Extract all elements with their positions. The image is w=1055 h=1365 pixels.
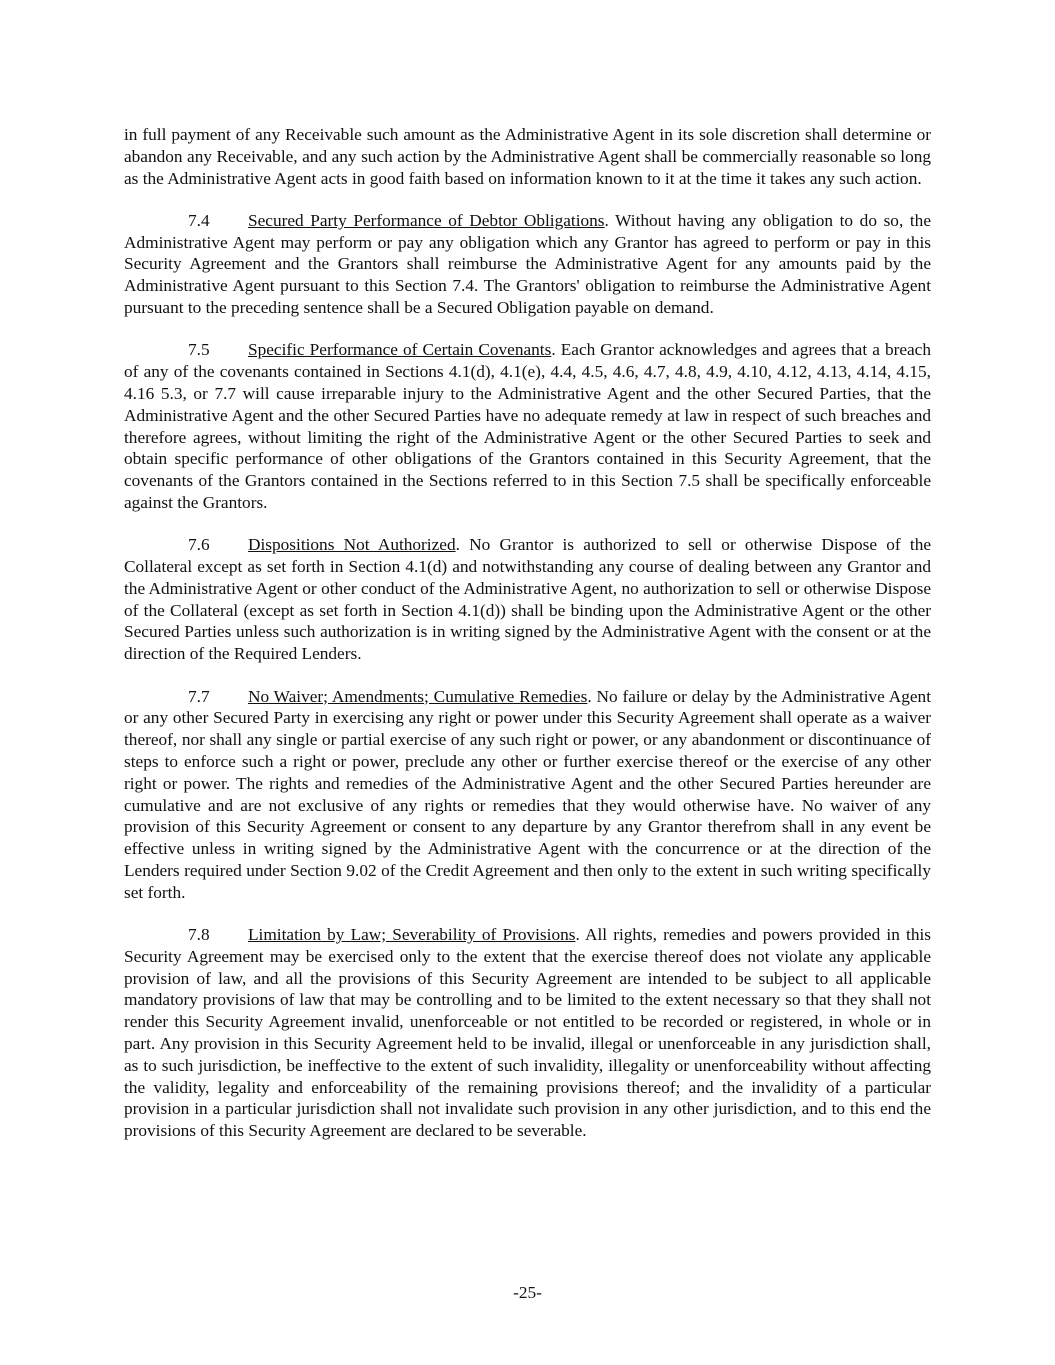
section-heading: Limitation by Law; Severability of Provisions [248,925,576,944]
section-heading: Dispositions Not Authorized [248,535,456,555]
section-body: . Without having any obligation to do so, the Administrative Agent may perform or pay any obligation which any Grantor has agreed to perform or pay in this Security Agreement and the Grantors shall reimburse the Administrative Agent for any amounts paid by the Administrative Agent pursuant to this Section 7.4. The Grantors' obligation to reimburse the Administrative Agent pursuant to the preceding sentence shall be a Secured Obligation payable on demand. [124,210,931,318]
page-number: -25- [513,1283,542,1302]
section-body: . No Grantor is authorized to sell or otherwise Dispose of the Collateral except as set forth in Section 4.1(d) and notwithstanding any course of dealing between any Grantor and the Administrative Agent or other conduct of the Administrative Agent, no authorization to sell or otherwise Dispose of the Collateral (except as set forth in Section 4.1(d)) shall be binding upon the Administrative Agent or the other Secured Parties unless such authorization is in writing signed by the Administrative Agent with the consent or at the direction of the Required Lenders. [124,535,932,664]
continuation-paragraph: in full payment of any Receivable such amount as the Administrative Agent in its sole discretion shall determine or abandon any Receivable, and any such action by the Administrative Agent shall be commercially reasonable so long as the Administrative Agent acts in good faith based on information known to it at the time it takes any such action. [124,125,931,188]
document-page [124,124,931,1162]
section-7-6 [124,534,931,665]
section-number: 7.4 [188,210,210,230]
section-number: 7.8 [188,925,210,944]
section-number: 7.5 [188,340,210,360]
section-body: . No failure or delay by the Administrative Agent or any other Secured Party in exercising any right or power under this Security Agreement shall operate as a waiver thereof, nor shall any single or partial exercise of any such right or power, or any abandonment or discontinuance of steps to enforce such a right or power, preclude any other or further exercise thereof or the exercise of any other right or power. The rights and remedies of the Administrative Agent and the other Secured Parties hereunder are cumulative and are not exclusive of any rights or remedies that they would otherwise have. No waiver of any provision of this Security Agreement or consent to any departure by any Grantor therefrom shall in any event be effective unless in writing signed by the Administrative Agent with the concurrence or at the direction of the Lenders required under Section 9.02 of the Credit Agreement and then only to the extent in such writing specifically set forth. [124,686,931,902]
section-7-4 [124,210,931,319]
section-body: . All rights, remedies and powers provided in this Security Agreement may be exercised only to the extent that the exercise thereof does not violate any applicable provision of law, and all the provisions of this Security Agreement are intended to be subject to all applicable mandatory provisions of law that may be controlling and to be limited to the extent necessary so that they shall not render this Security Agreement invalid, unenforceable or not entitled to be recorded or registered, in whole or in part. Any provision in this Security Agreement held to be invalid, illegal or unenforceable in any jurisdiction shall, as to such jurisdiction, be ineffective to the extent of such invalidity, illegality or unenforceability without affecting the validity, legality and enforceability of the remaining provisions thereof; and the invalidity of a particular provision in a particular jurisdiction shall not invalidate such provision in any other jurisdiction, and to this end the provisions of this Security Agreement are declared to be severable. [124,925,931,1141]
section-heading: No Waiver; Amendments; Cumulative Remedies [248,686,588,706]
section-heading: Secured Party Performance of Debtor Obligations [248,210,605,230]
section-body: . Each Grantor acknowledges and agrees that a breach of any of the covenants contained in Sections 4.1(d), 4.1(e), 4.4, 4.5, 4.6, 4.7, 4.8, 4.9, 4.10, 4.12, 4.13, 4.14, 4.15, 4.16 5.3, or 7.7 will cause irreparable injury to the Administrative Agent and the other Secured Parties, that the Administrative Agent and the other Secured Parties have no adequate remedy at law in respect of such breaches and therefore agrees, without limiting the right of the Administrative Agent or the other Secured Parties to seek and obtain specific performance of other obligations of the Grantors contained in this Security Agreement, that the covenants of the Grantors contained in the Sections referred to in this Section 7.5 shall be specifically enforceable against the Grantors. [124,340,931,512]
section-number: 7.7 [188,686,210,706]
section-7-5 [124,339,931,513]
section-number: 7.6 [188,535,210,555]
section-7-7 [124,686,931,904]
section-heading: Specific Performance of Certain Covenants [248,340,552,360]
section-7-8 [124,924,931,1142]
